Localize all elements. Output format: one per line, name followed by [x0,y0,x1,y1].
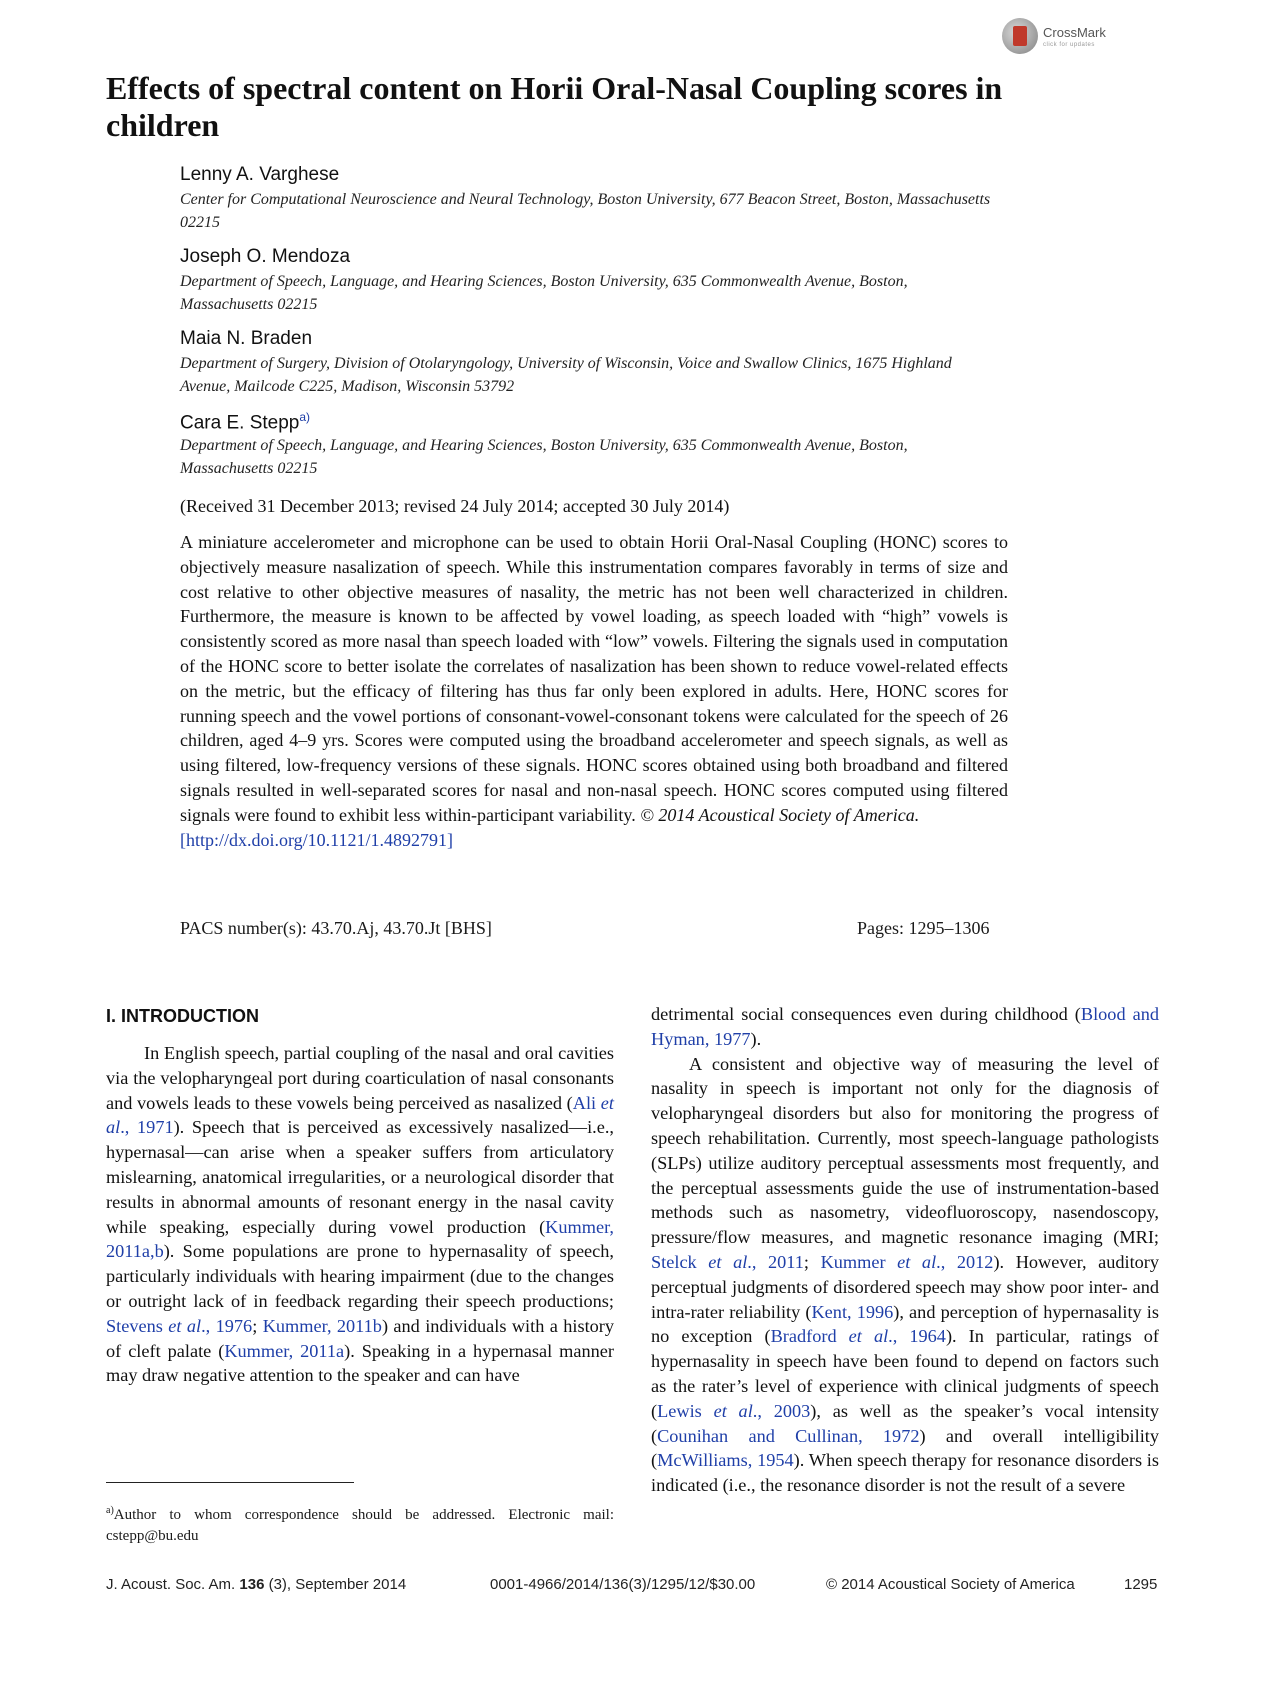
citation-link[interactable]: Ali et al., 1971 [106,1092,614,1138]
footer-issn: 0001-4966/2014/136(3)/1295/12/$30.00 [490,1576,756,1593]
body-text: ; [803,1251,821,1272]
page-range: Pages: 1295–1306 [857,918,990,938]
footnote-divider [106,1482,354,1483]
author-affiliation: Department of Speech, Language, and Hearing Sciences, Boston University, 635 Commonwealth Avenue, Boston, Massachusetts 02215 [180,437,908,477]
citation-link[interactable]: Kummer, 2011a [224,1340,345,1361]
received-dates: (Received 31 December 2013; revised 24 July 2014; accepted 30 July 2014) [180,496,730,516]
footnote-marker: a) [106,1505,114,1516]
body-text: ). [750,1028,762,1049]
doi-link[interactable]: [http://dx.doi.org/10.1121/1.4892791] [180,829,453,850]
author-name: Maia N. Braden [180,328,313,349]
crossmark-sublabel: click for updates [1043,42,1095,48]
body-text: ). However, auditory perceptual judgments of disordered speech may show poor inter- and intra-rater reliability ( [651,1251,1160,1322]
body-text: ), and perception of hypernasality is no exception ( [651,1301,1159,1347]
author-name-corresponding [180,410,310,434]
author-affiliation: Department of Surgery, Division of Otolaryngology, University of Wisconsin, Voice and Swallow Clinics, 1675 Highland Avenue, Mailcode C225, Madison, Wisconsin 53792 [180,355,952,395]
citation-link[interactable]: Kummer, 2011a,b [106,1216,614,1262]
citation-link[interactable]: Stelck et al., 2011 [651,1251,804,1272]
body-text: ). In particular, ratings of hypernasality in speech have been found to depend on factors such as the rater’s level of experience with clinical judgments of speech ( [651,1326,1160,1421]
citation-link[interactable]: Kent, 1996 [811,1301,894,1322]
author-name: Joseph O. Mendoza [180,246,351,267]
body-text: detrimental social consequences even during childhood ( [651,1004,1081,1024]
paper-title: Effects of spectral content on Horii Oral-Nasal Coupling scores in children [106,70,1003,143]
body-text: A consistent and objective way of measuring the level of nasality in speech is important not only for the diagnosis of velopharyngeal disorders but also for monitoring the progress of speech rehabilitation. Currently, most speech-language pathologists (SLPs) utilize auditory perceptual assessments most frequently, and the perceptual assessments guide the use of instrumentation-based methods such as nasometry, videofluoroscopy, nasendoscopy, pressure/flow measures, and magnetic resonance imaging (MRI; [651,1053,1159,1248]
footer-volume: 136 [239,1576,265,1593]
footer-journal: J. Acoust. Soc. Am. 136 (3), September 2014 [106,1576,407,1593]
author-name: Lenny A. Varghese [180,164,340,185]
crossmark-icon [1002,18,1038,54]
paragraph [651,1052,1159,1498]
citation-link[interactable]: Lewis et al., 2003 [657,1400,811,1421]
citation-link[interactable]: Blood and Hyman, 1977 [651,1004,1159,1049]
section-heading: I. INTRODUCTION [106,1006,259,1026]
abstract-text: A miniature accelerometer and microphone can be used to obtain Horii Oral-Nasal Coupling (HONC) scores to objectively measure nasalization of speech. While this instrumentation compares favorably in terms of size and cost relative to other objective measures of nasality, the metric has not been well characterized in children. Furthermore, the measure is known to be affected by vowel loading, as speech loaded with “high” vowels is consistently scored as more nasal than speech loaded with “low” vowels. Filtering the signals used in computation of the HONC score to better isolate the correlates of nasalization has been shown to reduce vowel-related effects on the metric, but the efficacy of filtering has thus far only been explored in adults. Here, HONC scores for running speech and the vowel portions of consonant-vowel-consonant tokens were calculated for the speech of 26 children, aged 4–9 yrs. Scores were computed using the broadband accelerometer and speech signals, as well as using filtered, low-frequency versions of these signals. HONC scores obtained using both broadband and filtered signals resulted in well-separated scores for nasal and non-nasal speech. HONC scores computed using filtered signals were found to exhibit less within-participant variability. [180,532,1008,825]
footer-copyright: © 2014 Acoustical Society of America [826,1576,1075,1593]
paragraph [651,1002,1159,1052]
footer-page-number: 1295 [1124,1576,1158,1593]
citation-link[interactable]: Kummer et al., 2012 [820,1251,994,1272]
corresponding-author-marker[interactable]: a) [299,410,311,424]
body-text: ). Some populations are prone to hypernasality of speech, particularly individuals with hearing impairment (due to the changes or outright lack of in feedback regarding their speech productions; [106,1241,614,1311]
author-name: Cara E. Stepp [180,412,300,434]
pacs-numbers: PACS number(s): 43.70.Aj, 43.70.Jt [BHS] [180,918,492,938]
footnote-text: Author to whom correspondence should be addressed. Electronic mail: cstepp@bu.edu [106,1507,614,1544]
citation-link[interactable]: Counihan and Cullinan, 1972 [657,1425,920,1446]
body-text: ). Speech that is perceived as excessively nasalized—i.e., hypernasal—can arise when a speaker suffers from articulatory mislearning, anatomical irregularities, or a neurological disorder that results in abnormal amounts of resonant energy in the nasal cavity while speaking, especially during vowel production ( [106,1117,614,1237]
abstract [180,530,1008,852]
body-text: ), as well as the speaker’s vocal intensity ( [651,1400,1160,1446]
abstract-copyright: © 2014 Acoustical Society of America. [640,804,920,825]
body-text: ; [252,1315,263,1336]
body-text: ). Speaking in a hypernasal manner may draw negative attention to the speaker and can have [106,1340,615,1386]
citation-link[interactable]: Stevens et al., 1976 [106,1315,253,1336]
crossmark-badge[interactable] [1002,18,1110,58]
citation-link[interactable]: McWilliams, 1954 [657,1450,794,1471]
citation-link[interactable]: Kummer, 2011b [262,1315,382,1336]
body-text: ) and overall intelligibility ( [651,1425,1159,1471]
body-text: ) and individuals with a history of cleft palate ( [106,1315,615,1361]
citation-link[interactable]: Bradford et al., 1964 [770,1326,946,1347]
body-text: ). When speech therapy for resonance disorders is indicated (i.e., the resonance disorder is not the result of a severe [651,1450,1160,1496]
author-affiliation: Center for Computational Neuroscience and Neural Technology, Boston University, 677 Beacon Street, Boston, Massachusetts 02215 [180,191,991,231]
body-column-left [106,1041,614,1388]
body-text: In English speech, partial coupling of the nasal and oral cavities via the velopharyngeal port during coarticulation of nasal consonants and vowels leads to these vowels being perceived as nasalized ( [106,1043,614,1113]
author-affiliation: Department of Speech, Language, and Hearing Sciences, Boston University, 635 Commonwealth Avenue, Boston, Massachusetts 02215 [180,273,908,313]
crossmark-label: CrossMark [1043,25,1106,40]
footnote [106,1500,614,1547]
body-column-right [651,1002,1159,1498]
